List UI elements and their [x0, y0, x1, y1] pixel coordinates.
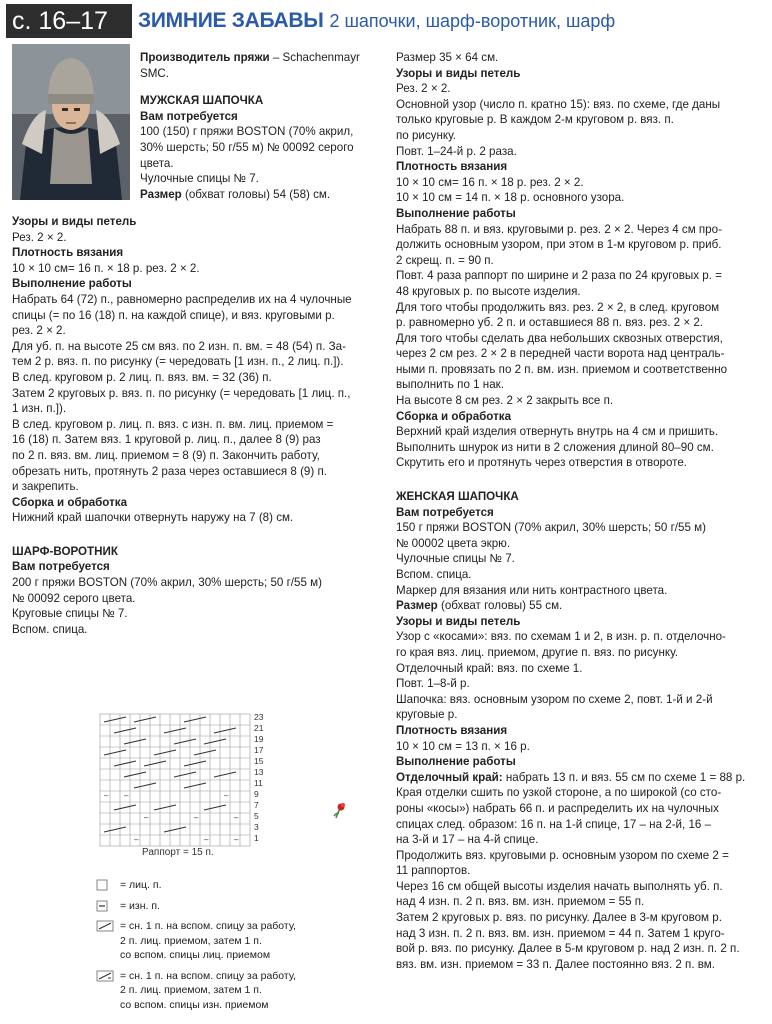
scarf-work-label: Выполнение работы: [396, 206, 516, 220]
womens-hat-work-line: вой р. вяз. по рисунку. Далее в 5-м круговом р. над 2 изн. п. 2 п.: [396, 942, 740, 956]
womens-hat-work-line: Затем 2 круговых р. вяз. по рисунку. Далее в 3-м круговом р.: [396, 911, 722, 925]
svg-text:–: –: [124, 791, 129, 800]
cable-chart-grid: [98, 712, 278, 856]
legend-row: [96, 934, 296, 949]
producer-line: [140, 50, 380, 81]
scarf-work-line: На высоте 8 см рез. 2 × 2 закрыть все п.: [396, 394, 614, 408]
cable-left-icon: [96, 970, 114, 982]
chart-row-number: 11: [254, 778, 263, 788]
scarf-patterns-line: Повт. 1–24-й р. 2 раза.: [396, 144, 517, 158]
mens-hat-yarn-1: 100 (150) г пряжи BOSTON (70% акрил,: [140, 125, 354, 139]
womens-hat-patterns-line: Повт. 1–8-й р.: [396, 677, 470, 691]
scarf-work-line: 2 скрещ. п. = 90 п.: [396, 253, 494, 267]
title-subtitle: 2 шапочки, шарф-воротник, шарф: [329, 11, 616, 31]
chart-row-number: 23: [254, 712, 264, 722]
mens-hat-size-value: (обхват головы) 54 (58) см.: [181, 187, 331, 201]
womens-hat-patterns-line: Узор с «косами»: вяз. по схемам 1 и 2, в изн. р. п. отделочно-: [396, 630, 726, 644]
producer-label: Производитель пряжи: [140, 51, 270, 64]
womens-hat-work-label: Выполнение работы: [396, 755, 516, 769]
womens-hat-patterns-line: круговые р.: [396, 708, 458, 722]
scarf-work-line: Набрать 88 п. и вяз. круговыми р. рез. 2 × 2. Через 4 см про-: [396, 222, 722, 236]
womens-hat-work-line: над 4 изн. п. 2 п. вяз. вм. изн. приемом = 55 п.: [396, 895, 645, 909]
mens-hat-patterns-value: Рез. 2 × 2.: [12, 230, 67, 244]
svg-text:–: –: [204, 835, 209, 844]
mens-hat-work-line: Затем 2 круговых р. вяз. п. по рисунку (= чередовать [1 лиц. п.,: [12, 386, 351, 400]
mens-hat-work-line: тем 2 р. вяз. п. по рисунку (= чередовать [1 изн. п., 2 лиц. п.]).: [12, 355, 344, 369]
scarf-work-line: должить основным узором, при этом в 1-м круговом р. приб.: [396, 238, 722, 252]
mens-hat-work-line: рез. 2 × 2.: [12, 324, 66, 338]
scarf-work-line: выполнить по 1 нак.: [396, 378, 504, 392]
legend-text: со вспом. спицы лиц. приемом: [120, 949, 271, 961]
scarf-collar-yarn-1: 200 г пряжи BOSTON (70% акрил, 30% шерсть; 50 г/55 м): [12, 576, 322, 590]
chart-legend: [96, 878, 296, 1012]
chart-row-number: 7: [254, 800, 259, 810]
chart-row-number: 19: [254, 734, 264, 744]
mens-hat-yarn-3: цвета.: [140, 156, 174, 170]
womens-hat-edge-value: набрать 13 п. и вяз. 55 см по схеме 1 = 88 р.: [502, 770, 746, 784]
flower-icon: [330, 800, 350, 820]
womens-hat-heading: ЖЕНСКАЯ ШАПОЧКА: [396, 490, 519, 504]
womens-hat-patterns-label: Узоры и виды петель: [396, 614, 521, 628]
womens-hat-work-line: над 3 изн. п. 2 п. вяз. вм. изн. приемом = 44 п. Затем 1 круго-: [396, 926, 725, 940]
legend-row: [96, 919, 296, 934]
womens-hat-need-line: Маркер для вязания или нить контрастного цвета.: [396, 583, 668, 597]
scarf-patterns-line: Основной узор (число п. кратно 15): вяз. по схеме, где даны: [396, 97, 721, 111]
scarf-collar-needles: Круговые спицы № 7.: [12, 607, 128, 621]
mens-hat-work-line: обрезать нить, протянуть 2 раза через оставшиеся 8 (9) п.: [12, 464, 327, 478]
scarf-gauge-line: 10 × 10 см= 16 п. × 18 р. рез. 2 × 2.: [396, 175, 584, 189]
mens-hat-needles: Чулочные спицы № 7.: [140, 172, 259, 186]
womens-hat-edge: [396, 770, 768, 786]
legend-text: = сн. 1 п. на вспом. спицу за работу,: [120, 920, 296, 932]
womens-hat-work-line: Через 16 см общей высоты изделия начать выполнять уб. п.: [396, 879, 723, 893]
womens-hat-need-line: Чулочные спицы № 7.: [396, 552, 515, 566]
chart-repeat-label: Раппорт = 15 п.: [142, 847, 214, 858]
chart-row-number: 13: [254, 767, 264, 777]
chart-row-number: 15: [254, 756, 264, 766]
legend-text: = изн. п.: [120, 899, 160, 912]
mens-hat-need-label: Вам потребуется: [140, 109, 238, 123]
mens-hat-heading: МУЖСКАЯ ШАПОЧКА: [140, 94, 264, 108]
scarf-patterns-label: Узоры и виды петель: [396, 66, 521, 80]
womens-hat-patterns-line: Шапочка: вяз. основным узором по схеме 2, повт. 1-й и 2-й: [396, 692, 713, 706]
scarf-assembly-label: Сборка и обработка: [396, 409, 512, 423]
chart-row-number: 1: [254, 833, 259, 843]
chart-row-numbers: [254, 712, 278, 844]
womens-hat-need-line: 150 г пряжи BOSTON (70% акрил, 30% шерсть; 50 г/55 м): [396, 521, 706, 535]
womens-hat-work-line: спицах след. образом: 16 п. на 1-й спице, 17 – на 2-й, 16 –: [396, 817, 712, 831]
womens-hat-work-line: роны «косы») набрать 66 п. и распределить их на чулочных: [396, 801, 719, 815]
womens-hat-need-label: Вам потребуется: [396, 505, 494, 519]
legend-text: 2 п. лиц. приемом, затем 1 п.: [120, 934, 262, 947]
scarf-work-line: ными п. провязать по 2 п. вм. изн. приемом и соответственно: [396, 362, 728, 376]
womens-hat-size: [396, 598, 768, 614]
mens-hat-size: [140, 187, 380, 203]
chart-row-number: 3: [254, 822, 259, 832]
scarf-gauge-label: Плотность вязания: [396, 160, 508, 174]
man-in-hat-photo-icon: [12, 44, 130, 200]
svg-text:–: –: [224, 791, 229, 800]
legend-row: [96, 948, 296, 963]
womens-hat-work-line: Продолжить вяз. круговыми р. основным узором по схеме 2 =: [396, 848, 729, 862]
scarf-collar-heading: ШАРФ-ВОРОТНИК: [12, 544, 118, 558]
model-photo: [12, 44, 130, 200]
mens-hat-work-label: Выполнение работы: [12, 277, 132, 291]
scarf-work-line: р. равномерно уб. 2 п. и оставшиеся 88 п. вяз. рез. 2 × 2.: [396, 316, 704, 330]
scarf-gauge-line: 10 × 10 см = 14 п. × 18 р. основного узора.: [396, 191, 625, 205]
chart-row-number: 9: [254, 789, 259, 799]
scarf-work-line: Для того чтобы сделать два небольших сквозных отверстия,: [396, 331, 723, 345]
scarf-assembly-line: Верхний край изделия отвернуть внутрь на 4 см и пришить.: [396, 425, 719, 439]
cable-right-icon: [96, 920, 114, 932]
page-numbers: с. 16–17: [6, 4, 132, 38]
svg-text:–: –: [234, 835, 239, 844]
womens-hat-size-value: (обхват головы) 55 см.: [437, 599, 563, 613]
womens-hat-need-line: № 00002 цвета экрю.: [396, 536, 511, 550]
left-main-text: [12, 214, 384, 637]
mens-hat-size-label: Размер: [140, 187, 182, 201]
mens-hat-work-line: 1 изн. п.]).: [12, 402, 67, 416]
mens-hat-work-line: В след. круговом р. 2 лиц. п. вяз. вм. = 32 (36) п.: [12, 370, 272, 384]
mens-hat-work-line: В след. круговом р. лиц. п. вяз. с изн. п. вм. лиц. приемом =: [12, 417, 334, 431]
scarf-work-line: Повт. 4 раза раппорт по ширине и 2 раза по 24 круговых р. =: [396, 269, 722, 283]
mens-hat-work-line: 16 (18) п. Затем вяз. 1 круговой р. лиц. п., далее 8 (9) раз: [12, 433, 321, 447]
left-top-text: [140, 50, 380, 202]
legend-row: [96, 969, 296, 984]
blank-square-icon: [96, 879, 114, 891]
womens-hat-patterns-line: го края вяз. лиц. приемом, другие п. вяз. по рисунку.: [396, 645, 678, 659]
scarf-work-line: Для того чтобы продолжить вяз. рез. 2 × 2, в след. круговом: [396, 300, 720, 314]
mens-hat-yarn-2: 30% шерсть; 50 г/55 м) № 00092 серого: [140, 140, 354, 154]
mens-hat-assembly-value: Нижний край шапочки отвернуть наружу на 7 (8) см.: [12, 511, 294, 525]
article-title: [138, 4, 615, 41]
legend-text: 2 п. лиц. приемом, затем 1 п.: [120, 984, 262, 996]
svg-text:–: –: [234, 813, 239, 822]
mens-hat-assembly-label: Сборка и обработка: [12, 495, 128, 509]
scarf-assembly-line: Скрутить его и протянуть через отверстия в отвороте.: [396, 456, 688, 470]
mens-hat-work-line: спицы (= по 16 (18) п. на каждой спице), и вяз. круговыми р.: [12, 308, 335, 322]
legend-row: [96, 983, 296, 998]
svg-text:–: –: [144, 813, 149, 822]
mens-hat-work-line: Набрать 64 (72) п., равномерно распределив их на 4 чулочные: [12, 292, 352, 306]
womens-hat-edge-label: Отделочный край:: [396, 770, 503, 784]
scarf-assembly-line: Выполнить шнурок из нити в 2 сложения длиной 80–90 см.: [396, 440, 714, 454]
legend-row: [96, 899, 296, 914]
scarf-patterns-line: по рисунку.: [396, 128, 456, 142]
scarf-patterns-line: Рез. 2 × 2.: [396, 82, 451, 96]
womens-hat-work-line: 11 раппортов.: [396, 864, 471, 878]
chart-row-number: 17: [254, 745, 264, 755]
womens-hat-need-line: Вспом. спица.: [396, 568, 472, 581]
womens-hat-size-label: Размер: [396, 599, 438, 613]
right-text: [396, 50, 768, 972]
svg-text:–: –: [104, 791, 109, 800]
legend-text: = лиц. п.: [120, 879, 162, 891]
legend-row: [96, 998, 296, 1013]
womens-hat-work-line: Края отделки сшить по узкой стороне, а по широкой (со сто-: [396, 786, 722, 800]
womens-hat-gauge-label: Плотность вязания: [396, 723, 508, 737]
scarf-size: Размер 35 × 64 см.: [396, 51, 499, 64]
scarf-work-line: через 2 см рез. 2 × 2 в передней части ворота над централь-: [396, 347, 725, 361]
scarf-collar-need-label: Вам потребуется: [12, 560, 110, 574]
mens-hat-work-line: и закрепить.: [12, 480, 79, 494]
legend-text: = сн. 1 п. на вспом. спицу за работу,: [120, 969, 296, 982]
legend-row: [96, 878, 296, 893]
svg-text:–: –: [194, 813, 199, 822]
mens-hat-patterns-label: Узоры и виды петель: [12, 215, 137, 228]
scarf-collar-aux: Вспом. спица.: [12, 622, 88, 636]
womens-hat-work-line: вяз. вм. изн. приемом = 33 п. Далее постоянно вяз. 2 п. вм.: [396, 957, 715, 971]
womens-hat-patterns-line: Отделочный край: вяз. по схеме 1.: [396, 661, 583, 675]
chart-row-number: 5: [254, 811, 259, 821]
scarf-work-line: 48 круговых р. по высоте изделия.: [396, 284, 581, 298]
chart-row-number: 21: [254, 723, 264, 733]
page-header: [6, 4, 768, 38]
scarf-collar-yarn-2: № 00092 серого цвета.: [12, 591, 136, 605]
womens-hat-work-line: на 3-й и 17 – на 4-й спице.: [396, 833, 539, 847]
mens-hat-gauge-label: Плотность вязания: [12, 246, 124, 260]
title-main: ЗИМНИЕ ЗАБАВЫ: [138, 9, 324, 32]
womens-hat-gauge-value: 10 × 10 см = 13 п. × 16 р.: [396, 739, 530, 753]
svg-text:–: –: [134, 835, 139, 844]
mens-hat-gauge-value: 10 × 10 см= 16 п. × 18 р. рез. 2 × 2.: [12, 261, 200, 275]
producer-value: – Schachenmayr SMC.: [140, 51, 360, 80]
mens-hat-work-line: Для уб. п. на высоте 25 см вяз. по 2 изн. п. вм. = 48 (54) п. За-: [12, 339, 346, 353]
scarf-patterns-line: только круговые р. В каждом 2-м круговом р. вяз. п.: [396, 113, 674, 127]
knitting-chart: [98, 712, 278, 856]
mens-hat-work-line: по 2 п. вяз. вм. лиц. приемом = 8 (9) п. Закончить работу,: [12, 448, 320, 462]
dash-square-icon: [96, 900, 114, 912]
legend-text: со вспом. спицы изн. приемом: [120, 998, 269, 1011]
